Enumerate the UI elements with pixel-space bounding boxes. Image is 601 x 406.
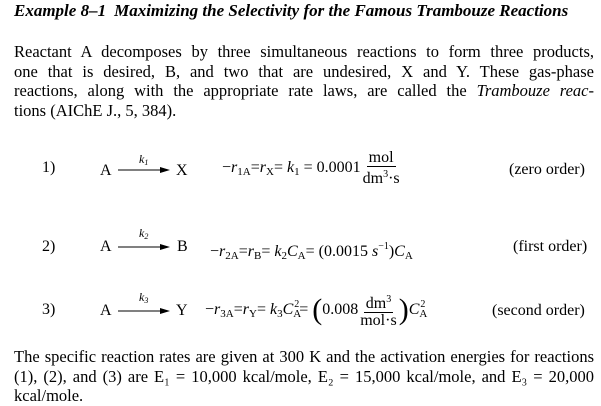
reaction-1-order: (zero order) bbox=[509, 161, 585, 178]
closing-line-1: The specific reaction rates are given at 300 K and the activation energies for reactions bbox=[14, 347, 594, 366]
intro-line-3-text: reactions, along with the appropriate rate laws, are called the bbox=[14, 81, 477, 100]
reaction-3-product: Y bbox=[176, 302, 188, 319]
reaction-3-number: 3) bbox=[42, 301, 56, 318]
example-heading: Maximizing the Selectivity for the Famous Trambouze Reactions bbox=[114, 1, 569, 20]
reaction-1-product: X bbox=[176, 162, 188, 179]
intro-line-2: one that is desired, B, and two that are undesired, X and Y. These gas-phase bbox=[14, 61, 594, 81]
reaction-3-reactant: A bbox=[100, 302, 112, 319]
reaction-2-product: B bbox=[177, 238, 188, 255]
reaction-2-reactant: A bbox=[100, 238, 112, 255]
example-title bbox=[14, 1, 568, 21]
reaction-3-rate-law: $-r_{3A}=r_Y= k_3C_A^2= (0.008$ $\frac{dm^3}{\text{mol·s}}$ )$C_A^2$ bbox=[205, 293, 428, 329]
reaction-2-number: 2) bbox=[42, 238, 56, 255]
intro-line-3 bbox=[14, 81, 594, 101]
reaction-3-rate-constant: $k_3$ bbox=[139, 290, 149, 305]
reaction-1-rate-constant: $k_1$ bbox=[139, 152, 149, 167]
closing-line-3: kcal/mole. bbox=[14, 386, 84, 405]
intro-paragraph bbox=[14, 42, 594, 120]
closing-paragraph bbox=[14, 347, 594, 406]
trambouze-emphasis: Trambouze reac- bbox=[476, 81, 594, 100]
example-label: Example 8–1 bbox=[14, 1, 107, 20]
closing-line-2: (1), (2), and (3) are E₁ = 10,000 kcal/mole, E₂ = 15,000 kcal/mole, and E₃ = 20,000 bbox=[14, 366, 594, 386]
reaction-1-rate-law: $-r_{1A}=r_X= k_1 = 0.0001$ $\frac{\text{mol}}{dm^3\cdot s}$ bbox=[222, 149, 400, 187]
intro-line-4: tions (AIChE J., 5, 384). bbox=[14, 100, 177, 120]
reaction-2-order: (first order) bbox=[513, 238, 588, 255]
reaction-2-rate-law: $-r_{2A}=r_B= k_2C_A= (0.0015$ $s^{-1})C_A$ bbox=[210, 241, 413, 262]
reaction-1-number: 1) bbox=[42, 159, 56, 176]
reaction-1-reactant: A bbox=[100, 162, 112, 179]
reaction-3-order: (second order) bbox=[492, 302, 585, 319]
reaction-2-rate-constant: $k_2$ bbox=[139, 226, 149, 241]
intro-line-1: Reactant A decomposes by three simultaneous reactions to form three products, bbox=[14, 42, 594, 61]
